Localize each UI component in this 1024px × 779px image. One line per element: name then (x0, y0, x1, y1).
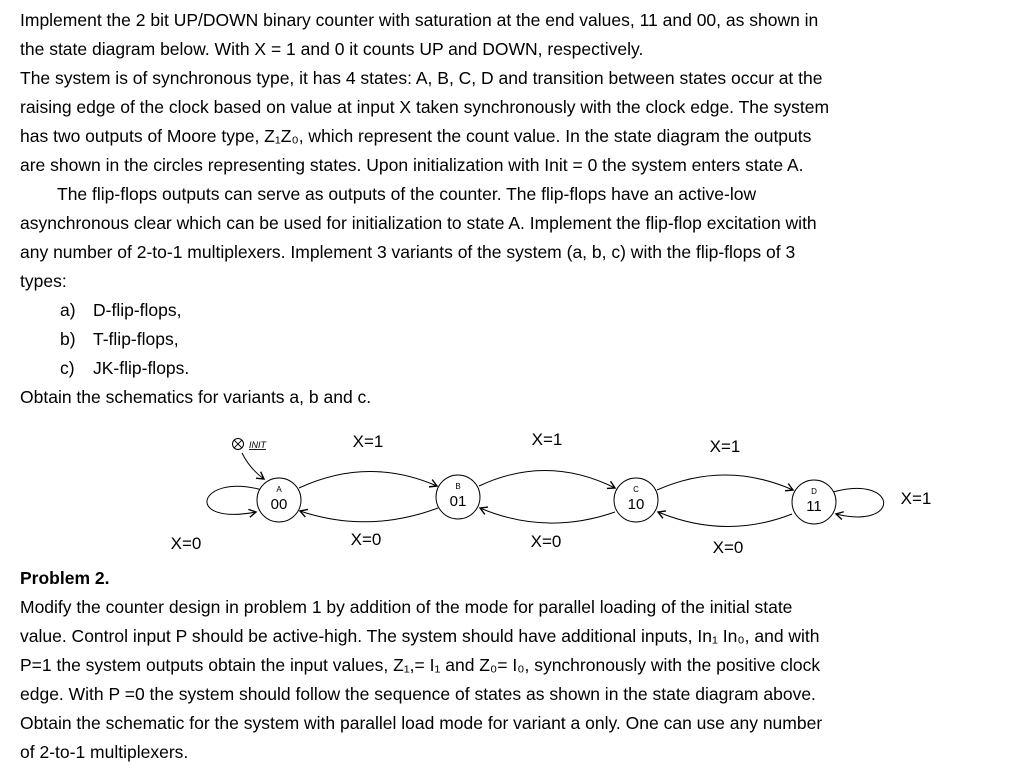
state-letter: D (811, 487, 817, 496)
problem1-closing-line: Obtain the schematics for variants a, b and c. (20, 387, 372, 407)
list-marker: b) (60, 329, 76, 349)
state-code: 01 (449, 493, 467, 510)
state-node-b (436, 475, 480, 519)
state-code: 00 (270, 496, 288, 513)
transition-arc-up-b-c (479, 470, 615, 488)
list-item (20, 354, 1004, 383)
list-marker: c) (60, 358, 75, 378)
label-x1: X=1 (531, 430, 563, 449)
paragraph-line: types: (20, 271, 67, 291)
problem1-text (20, 6, 1004, 296)
list-item (20, 325, 1004, 354)
paragraph-line: the state diagram below. With X = 1 and 0 it counts UP and DOWN, respectively. (20, 39, 644, 59)
transition-arc-down-b-a (300, 508, 438, 522)
label-x1: X=1 (709, 437, 741, 456)
state-diagram (0, 412, 1024, 564)
state-letter: A (276, 485, 282, 494)
list-text: T-flip-flops, (93, 329, 179, 349)
variant-list (20, 296, 1004, 383)
state-node-d (792, 480, 836, 524)
init-marker (233, 439, 268, 480)
paragraph-line: P=1 the system outputs obtain the input values, Z₁,= I₁ and Z₀= I₀, synchronously with the positive clock (20, 655, 821, 675)
paragraph-line: of 2-to-1 multiplexers. (20, 742, 189, 762)
paragraph-line: value. Control input P should be active-high. The system should have additional inputs, In₁ In₀, and with (20, 626, 820, 646)
transition-arc-down-c-b (480, 508, 615, 523)
list-text: D-flip-flops, (93, 300, 182, 320)
paragraph-line: Obtain the schematic for the system with parallel load mode for variant a only. One can use any number (20, 713, 823, 733)
problem2-title: Problem 2. (20, 568, 110, 588)
label-x0: X=0 (712, 538, 744, 557)
state-code: 11 (806, 498, 822, 515)
label-x1-self-loop-d: X=1 (900, 489, 932, 508)
self-loop-a (207, 486, 262, 514)
paragraph-line: The flip-flops outputs can serve as outputs of the counter. The flip-flops have an active-low (57, 184, 757, 204)
paragraph-line: any number of 2-to-1 multiplexers. Implement 3 variants of the system (a, b, c) with the flip-flops of 3 (20, 242, 796, 262)
transition-arc-up-c-d (657, 475, 793, 490)
list-item (20, 296, 1004, 325)
label-x0: X=0 (350, 530, 382, 549)
transition-arc-down-d-c (658, 512, 792, 527)
problem2-text (20, 593, 1004, 767)
label-x0-self-loop-a: X=0 (170, 534, 202, 553)
paragraph-line: Implement the 2 bit UP/DOWN binary counter with saturation at the end values, 11 and 00, as shown in (20, 10, 819, 30)
paragraph-line: The system is of synchronous type, it has 4 states: A, B, C, D and transition between states occur at the (20, 68, 823, 88)
paragraph-line: asynchronous clear which can be used for initialization to state A. Implement the flip-flop excitation with (20, 213, 817, 233)
paragraph-line: are shown in the circles representing states. Upon initialization with Init = 0 the system enters state A. (20, 155, 804, 175)
state-letter: B (455, 482, 461, 491)
transition-arc-up-a-b (299, 471, 437, 488)
list-marker: a) (60, 300, 76, 320)
state-diagram-svg (0, 412, 1024, 564)
state-letter: C (633, 485, 639, 494)
list-text: JK-flip-flops. (93, 358, 190, 378)
label-x0: X=0 (530, 532, 562, 551)
self-loop-d (833, 488, 884, 517)
paragraph-line: raising edge of the clock based on value at input X taken synchronously with the clock edge. The system (20, 97, 830, 117)
paragraph-line: edge. With P =0 the system should follow the sequence of states as shown in the state diagram above. (20, 684, 816, 704)
state-code: 10 (627, 496, 645, 513)
paragraph-line: Modify the counter design in problem 1 by addition of the mode for parallel loading of the initial state (20, 597, 793, 617)
state-node-c (614, 478, 658, 522)
state-node-a (257, 478, 301, 522)
init-label: INIT (249, 440, 266, 450)
label-x1: X=1 (352, 432, 384, 451)
paragraph-line: has two outputs of Moore type, Z₁Z₀, which represent the count value. In the state diagram the outputs (20, 126, 812, 146)
init-arrow (242, 453, 264, 479)
